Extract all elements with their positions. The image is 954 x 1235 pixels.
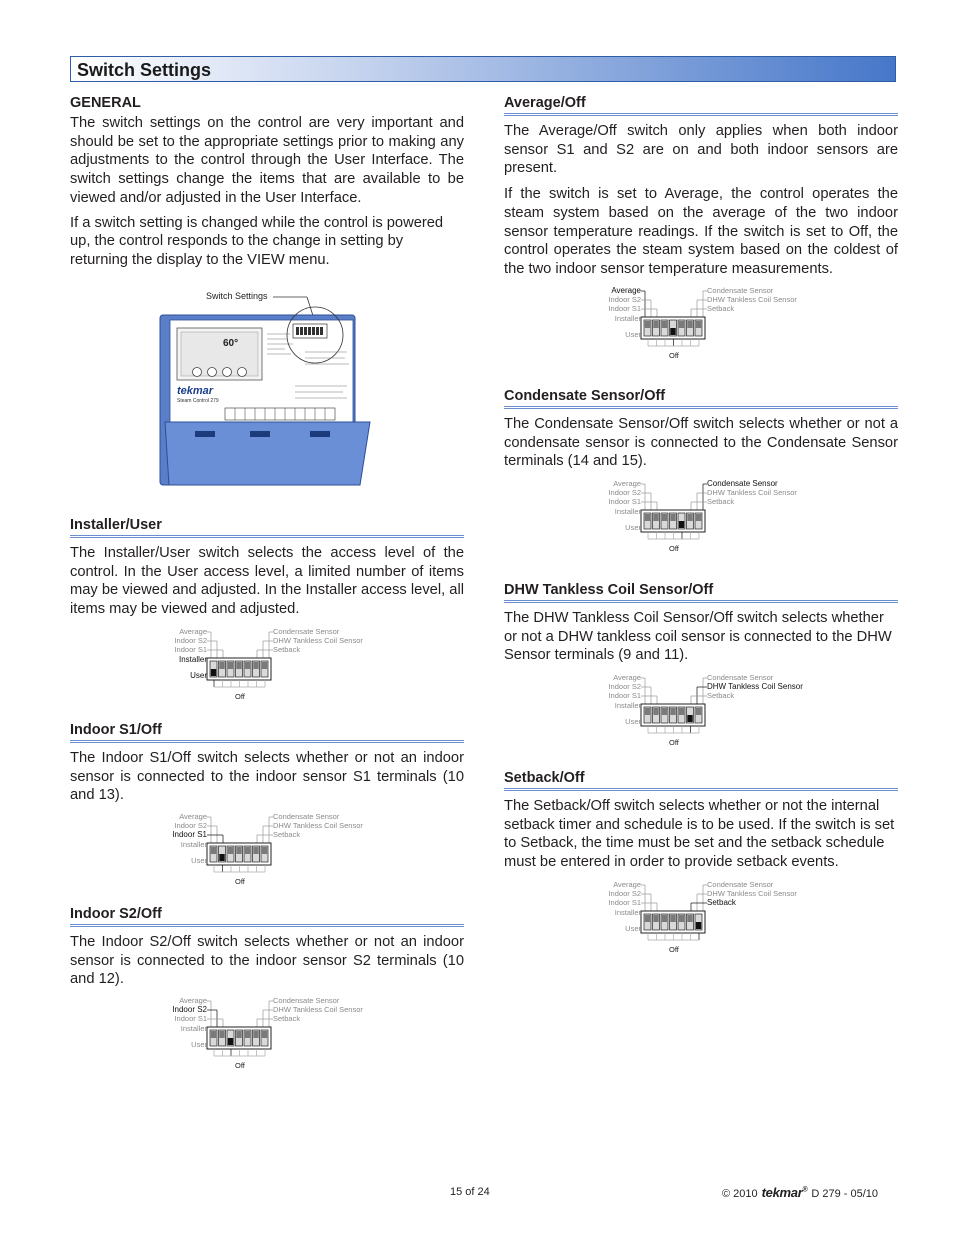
switch-label: Installer xyxy=(178,655,207,664)
switch-label: Average xyxy=(611,286,641,295)
dip-switch-knob xyxy=(670,915,675,922)
dip-switch-knob xyxy=(245,662,250,669)
switch-label: Setback xyxy=(273,830,301,839)
switch-label: Indoor S1 xyxy=(174,1014,207,1023)
dip-switch-knob xyxy=(245,847,250,854)
setback-paragraph: The Setback/Off switch selects whether or not the internal setback timer and schedule is to be used. If the switch is set to Setback, the time must be set and the setback schedule must be entered in order to provide setback events. xyxy=(504,798,895,871)
switch-label: Average xyxy=(613,673,641,682)
dip-switch-knob xyxy=(687,715,692,722)
indoor-s1-heading: Indoor S1/Off xyxy=(70,722,464,743)
indoor-s2-section xyxy=(70,906,464,989)
general-section xyxy=(70,95,464,270)
switch-label: DHW Tankless Coil Sensor xyxy=(273,1005,363,1014)
setback-heading: Setback/Off xyxy=(504,770,898,791)
switch-label: DHW Tankless Coil Sensor xyxy=(707,889,797,898)
diagram-average xyxy=(599,286,809,362)
average-paragraph-1: The Average/Off switch only applies when both indoor sensor S1 and S2 are on and both indoor sensors are present. xyxy=(504,123,898,177)
switch-label: Indoor S2 xyxy=(174,821,207,830)
diagram-installer-user xyxy=(165,627,375,703)
switch-label: Condensate Sensor xyxy=(707,673,774,682)
switch-label: DHW Tankless Coil Sensor xyxy=(273,821,363,830)
switch-label: Average xyxy=(179,627,207,636)
switch-label: Condensate Sensor xyxy=(707,479,778,488)
switch-label: Indoor S1 xyxy=(608,304,641,313)
switch-label: Indoor S1 xyxy=(608,898,641,907)
switch-label: Installer xyxy=(614,701,641,710)
switch-label: Installer xyxy=(614,908,641,917)
dip-switch-knob xyxy=(211,669,216,676)
dip-switch-knob xyxy=(245,1031,250,1038)
switch-label: Condensate Sensor xyxy=(707,880,774,889)
dip-switch-knob xyxy=(679,708,684,715)
dip-switch-knob xyxy=(219,1031,224,1038)
dip-switch-knob xyxy=(653,915,658,922)
switch-label: Installer xyxy=(180,840,207,849)
general-heading: GENERAL xyxy=(70,95,141,111)
dip-switch-knob xyxy=(670,328,675,335)
dip-switch-knob xyxy=(670,708,675,715)
diagram-setback xyxy=(599,880,809,956)
switch-label: Average xyxy=(179,996,207,1005)
dip-switch-knob xyxy=(211,1031,216,1038)
switch-label: Installer xyxy=(180,1024,207,1033)
dhw-section xyxy=(504,582,898,665)
switch-label: User xyxy=(625,717,641,726)
dip-switch-knob xyxy=(662,915,667,922)
switch-label: Installer xyxy=(614,507,641,516)
page-number: 15 of 24 xyxy=(450,1186,490,1198)
condensate-paragraph: The Condensate Sensor/Off switch selects whether or not a condensate sensor is connected to the Condensate Sensor terminals (14 and 15). xyxy=(504,416,898,470)
dip-switch-knob xyxy=(645,708,650,715)
dip-switch-knob xyxy=(687,321,692,328)
switch-label: Condensate Sensor xyxy=(707,286,774,295)
installer-user-heading: Installer/User xyxy=(70,517,464,538)
dip-switch-knob xyxy=(253,1031,258,1038)
dip-switch-knob xyxy=(219,854,224,861)
dhw-paragraph: The DHW Tankless Coil Sensor/Off switch selects whether or not a DHW tankless coil sensor is connected to the DHW Sensor terminals (9 and 11). xyxy=(504,610,892,664)
dhw-heading: DHW Tankless Coil Sensor/Off xyxy=(504,582,898,603)
switch-label: Setback xyxy=(707,304,735,313)
dip-switch-knob xyxy=(262,662,267,669)
dip-switch-knob xyxy=(645,915,650,922)
dip-switch-knob xyxy=(653,708,658,715)
switch-label: User xyxy=(625,330,641,339)
average-heading: Average/Off xyxy=(504,95,898,116)
dip-switch-knob xyxy=(228,662,233,669)
footer-copyright xyxy=(722,1185,878,1200)
dip-switch-knob xyxy=(236,847,241,854)
dip-switch-knob xyxy=(253,847,258,854)
switch-label: Installer xyxy=(614,314,641,323)
switch-label: Condensate Sensor xyxy=(273,812,340,821)
dip-switch-knob xyxy=(236,662,241,669)
switch-label: Setback xyxy=(273,1014,301,1023)
dip-switch-knob xyxy=(653,321,658,328)
control-illustration xyxy=(155,290,385,490)
diagram-condensate xyxy=(599,479,809,555)
switch-label: Indoor S1 xyxy=(172,830,207,839)
lcd-reading: 60° xyxy=(223,338,239,349)
switch-label: User xyxy=(190,671,207,680)
dip-switch-knob xyxy=(670,514,675,521)
switch-off-label: Off xyxy=(669,544,679,553)
switch-label: Setback xyxy=(707,497,735,506)
dip-switch-knob xyxy=(262,1031,267,1038)
switch-off-label: Off xyxy=(235,1061,245,1070)
dip-switch-knob xyxy=(228,847,233,854)
switch-label: Average xyxy=(613,479,641,488)
switch-label: Indoor S2 xyxy=(172,1005,207,1014)
switch-off-label: Off xyxy=(669,945,679,954)
installer-user-section xyxy=(70,517,464,619)
switch-off-label: Off xyxy=(669,738,679,747)
indoor-s1-paragraph: The Indoor S1/Off switch selects whether or not an indoor sensor is connected to the indoor sensor S1 terminals (10 and 13). xyxy=(70,750,464,804)
dip-switch-knob xyxy=(679,915,684,922)
indoor-s1-section xyxy=(70,722,464,805)
dip-switch-knob xyxy=(662,708,667,715)
switch-label: User xyxy=(191,856,207,865)
switch-label: Setback xyxy=(707,898,736,907)
switch-label: Indoor S2 xyxy=(608,488,641,497)
control-brand: tekmar xyxy=(177,385,214,397)
dip-switch-knob xyxy=(687,514,692,521)
dip-switch-knob xyxy=(653,514,658,521)
diagram-indoor-s2 xyxy=(165,996,375,1072)
average-section xyxy=(504,95,898,279)
switch-label: Indoor S1 xyxy=(174,645,207,654)
switch-label: Indoor S1 xyxy=(608,691,641,700)
dip-switch-knob xyxy=(687,915,692,922)
document-code: D 279 - 05/10 xyxy=(811,1188,878,1200)
dip-switch-knob xyxy=(236,1031,241,1038)
switch-label: User xyxy=(625,924,641,933)
control-model: Steam Control 279 xyxy=(177,398,219,404)
dip-switch-knob xyxy=(696,321,701,328)
diagram-indoor-s1 xyxy=(165,812,375,888)
switch-off-label: Off xyxy=(235,692,245,701)
average-paragraph-2: If the switch is set to Average, the control operates the steam system based on the average of the two indoor sensor temperature readings. If the switch is set to Off, the control operates the steam system based on the coldest of the two indoor sensor temperature measurements. xyxy=(504,186,898,277)
switch-settings-callout: Switch Settings xyxy=(206,291,268,301)
dip-switch-knob xyxy=(645,514,650,521)
indoor-s2-heading: Indoor S2/Off xyxy=(70,906,464,927)
dip-switch-knob xyxy=(679,321,684,328)
switch-label: Setback xyxy=(707,691,735,700)
section-banner xyxy=(70,56,896,82)
switch-label: DHW Tankless Coil Sensor xyxy=(707,682,803,691)
switch-label: DHW Tankless Coil Sensor xyxy=(707,295,797,304)
switch-label: Indoor S2 xyxy=(608,682,641,691)
tekmar-logo: tekmar® xyxy=(761,1185,808,1200)
switch-label: Indoor S1 xyxy=(608,497,641,506)
switch-off-label: Off xyxy=(235,877,245,886)
dip-switch-knob xyxy=(645,321,650,328)
switch-label: Condensate Sensor xyxy=(273,627,340,636)
setback-section xyxy=(504,770,898,872)
dip-switch-knob xyxy=(662,321,667,328)
dip-switch-knob xyxy=(696,514,701,521)
switch-label: User xyxy=(191,1040,207,1049)
dip-switch-knob xyxy=(662,514,667,521)
switch-label: Setback xyxy=(273,645,301,654)
switch-label: Indoor S2 xyxy=(174,636,207,645)
page-title: Switch Settings xyxy=(77,60,212,80)
switch-label: Average xyxy=(613,880,641,889)
general-paragraph-1: The switch settings on the control are very important and should be set to the appropriate settings prior to making any adjustments to the control through the User Interface. The switch settings change the items that are available to be viewed and/or adjusted in the User Interface. xyxy=(70,115,464,206)
dip-switch-knob xyxy=(696,922,701,929)
installer-user-paragraph: The Installer/User switch selects the access level of the control. In the User access level, a limited number of items may be viewed and adjusted. In the Installer access level, all items may be viewed and adjusted. xyxy=(70,545,464,618)
switch-label: Indoor S2 xyxy=(608,295,641,304)
switch-label: DHW Tankless Coil Sensor xyxy=(707,488,797,497)
indoor-s2-paragraph: The Indoor S2/Off switch selects whether or not an indoor sensor is connected to the indoor sensor S2 terminals (10 and 12). xyxy=(70,934,464,988)
copyright-year: © 2010 xyxy=(722,1188,758,1200)
dip-switch-knob xyxy=(219,662,224,669)
dip-switch-knob xyxy=(262,847,267,854)
general-paragraph-2: If a switch setting is changed while the control is powered up, the control responds to the change in setting by returning the display to the VIEW menu. xyxy=(70,214,444,268)
dip-switch-knob xyxy=(253,662,258,669)
switch-label: Condensate Sensor xyxy=(273,996,340,1005)
switch-label: Average xyxy=(179,812,207,821)
diagram-dhw xyxy=(599,673,809,749)
condensate-section xyxy=(504,388,898,471)
switch-label: DHW Tankless Coil Sensor xyxy=(273,636,363,645)
dip-switch-knob xyxy=(679,521,684,528)
dip-switch-knob xyxy=(696,708,701,715)
switch-off-label: Off xyxy=(669,351,679,360)
condensate-heading: Condensate Sensor/Off xyxy=(504,388,898,409)
dip-switch-knob xyxy=(211,847,216,854)
dip-switch-knob xyxy=(228,1038,233,1045)
switch-label: User xyxy=(625,523,641,532)
switch-label: Indoor S2 xyxy=(608,889,641,898)
